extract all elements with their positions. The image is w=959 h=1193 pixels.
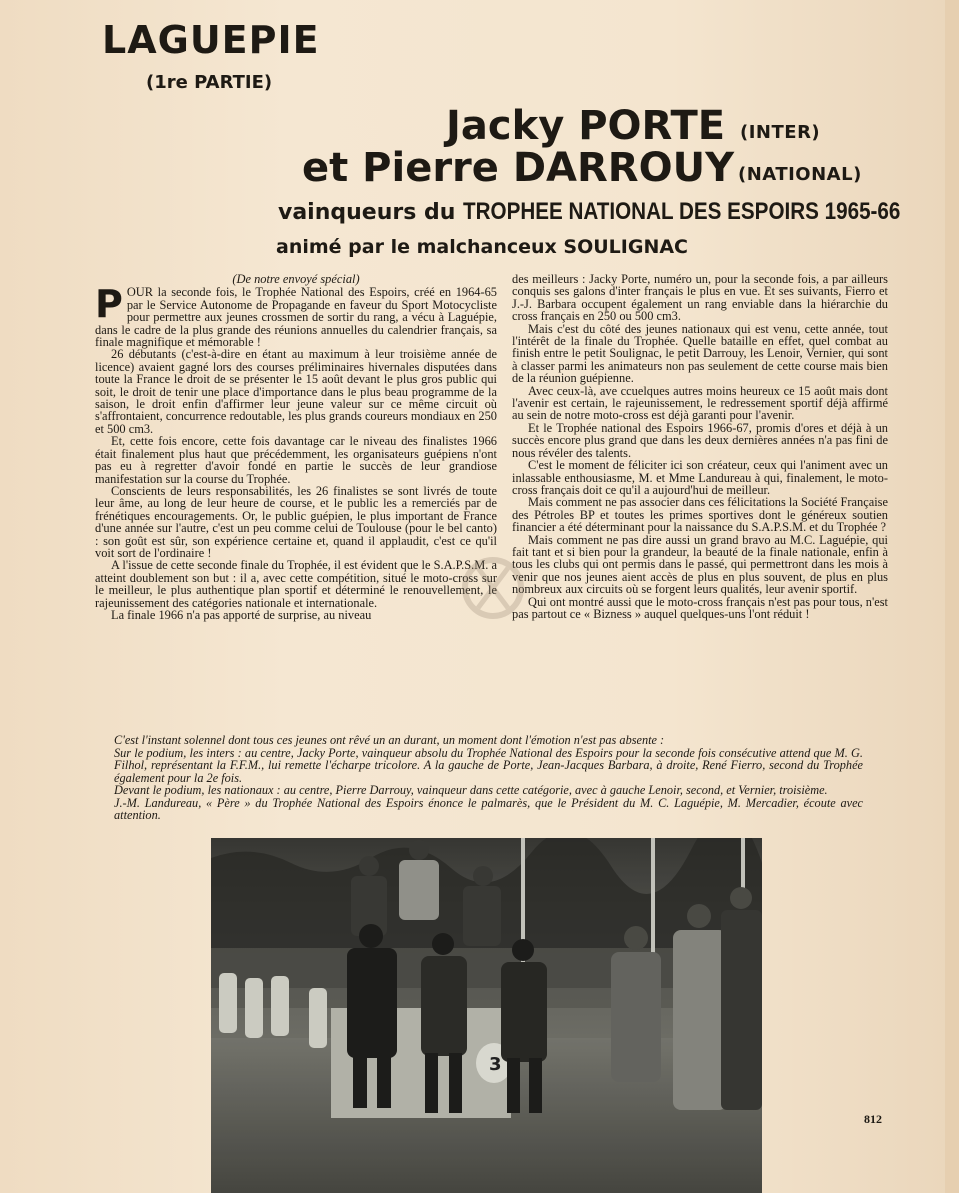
paragraph: POUR la seconde fois, le Trophée National des Espoirs, créé en 1964-65 par le Service Autonome de Propagande en faveur du Sport Motocycliste pour permettre aux jeunes crossmen de sortir du rang, a vécu à Laguépie, dans le cadre de la plus grande des réunions annuelles du calendrier français, sa finale magnifique et mémorable ! [95, 282, 497, 350]
paragraph: Et le Trophée national des Espoirs 1966-67, promis d'ores et déjà à un succès encore plus grand que dans les deux dernières années n'a pas fini de nous révéler des talents. [512, 420, 888, 460]
caption-line: Sur le podium, les inters : au centre, Jacky Porte, vainqueur absolu du Trophée National des Espoirs pour la seconde fois consécutive attend que M. G. Filhol, représentant la F.F.M., lui remette l'écharpe tricolore. A la gauche de Porte, Jean-Jacques Barbara, à droite, René Fierro, second du Trophée également pour la 2e fois. [114, 745, 863, 785]
subtitle-2 [276, 236, 688, 258]
paragraph: Et, cette fois encore, cette fois davantage car le niveau des finalistes 1966 était finalement plus haut que précédemment, les organisateurs guépiens n'ont pas eu à regretter d'avoir fondé en partie le succès de leur grandiose manifestation sur la course du Trophée. [95, 434, 497, 486]
subtitle [278, 198, 959, 226]
page-number: 812 [864, 1112, 882, 1126]
podium-photo-image [211, 838, 762, 1193]
caption-line: J.-M. Landureau, « Père » du Trophée National des Espoirs énonce le palmarès, que le Président du M. C. Laguépie, M. Mercadier, écoute avec attention. [114, 795, 863, 822]
paragraph: Mais comment ne pas dire aussi un grand bravo au M.C. Laguépie, qui fait tant et si bien pour la grandeur, la beauté de la finale nationale, enfin à tous les clubs qui ont permis dans le passé, qui permettront dans les mois à venir que nos jeunes aient accès de plus en plus souvent, de plus en plus nombreux aux circuits où se forgent leurs qualités, leur avenir sportif. [512, 532, 888, 597]
title-line-1-tag: (INTER) [740, 122, 821, 143]
subtitle-main: TROPHEE NATIONAL DES ESPOIRS 1965-66 [463, 198, 901, 225]
caption-line: Devant le podium, les nationaux : au centre, Pierre Darrouy, vainqueur dans cette catégorie, avec à gauche Lenoir, second, et Vernier, troisième. [114, 783, 828, 797]
watermark-logo-icon [458, 548, 528, 628]
paragraph: C'est le moment de féliciter ici son créateur, ceux qui l'animent avec un inlassable enthousiasme, M. et Mme Landureau à qui, finalement, le moto-cross français doit ce qu'il a aujourd'hui de meilleur. [512, 458, 888, 497]
byline: (De notre envoyé spécial) [232, 272, 360, 286]
article-column-left [95, 273, 497, 621]
page-edge [945, 0, 959, 1193]
drop-cap: P [95, 282, 123, 327]
paragraph: La finale 1966 n'a pas apporté de surprise, au niveau [111, 607, 372, 622]
caption-line: C'est l'instant solennel dont tous ces jeunes ont rêvé un an durant, un moment dont l'émotion n'est pas absente : [114, 733, 665, 747]
paragraph: A l'issue de cette seconde finale du Trophée, il est évident que le S.A.P.S.M. a atteint doublement son but : il a, avec cette compétition, situé le moto-cross sur le meilleur, le plus authentique plan sportif et déterminé le renouvellement, le rajeunissement des catégories nationale et internationale. [95, 558, 497, 610]
paragraph: 26 débutants (c'est-à-dire en étant au maximum à leur troisième année de licence) avaient gagné lors des courses préliminaires hivernales disputées dans toute la France le droit de se présenter le 15 août devant le plus gros public qui soit, le droit de tenir une place d'importance dans le plus beau programme de la saison, le droit enfin d'affirmer leur jeune valeur sur ce même circuit où s'affrontaient, concurrence redoutable, les plus grands coureurs mondiaux en 250 et 500 cm3. [95, 347, 497, 436]
paragraph: Mais c'est du côté des jeunes nationaux qui est venu, cette année, tout l'intérêt de la finale du Trophée. Quelle bataille en effet, quel combat au finish entre le petit Soulignac, le petit Darrouy, les Lenoir, Vernier, qui sont à classer parmi les animateurs non pas seulement de cette course mais bien de la réunion guépienne. [512, 321, 888, 386]
photo-caption [114, 734, 863, 822]
part-label: (1re PARTIE) [146, 72, 273, 93]
subtitle-2-name: SOULIGNAC [563, 236, 688, 258]
title-line-1: Jacky PORTE [446, 103, 726, 149]
paragraph: Qui ont montré aussi que le moto-cross français n'est pas pour tous, n'est pas partout ce « Bizness » auquel quelques-uns l'ont réduit ! [512, 594, 888, 621]
podium-photo [211, 838, 762, 1193]
subtitle-prefix: vainqueurs du [278, 200, 456, 225]
location-heading: LAGUEPIE [102, 18, 320, 62]
paragraph: Mais comment ne pas associer dans ces félicitations la Société Française des Pétroles BP et toutes les primes sportives dont le généreux soutien financier a été déterminant pour la naissance du S.A.P.S.M. et du Trophée ? [512, 495, 888, 535]
paragraph: Avec ceux-là, ave ccuelques autres moins heureux ce 15 août mais dont l'avenir est certain, le rajeunissement, le redressement sportif déjà affirmé au sein de notre moto-cross est déjà garanti pour l'avenir. [512, 383, 888, 423]
subtitle-2-prefix: animé par le malchanceux [276, 236, 557, 258]
article-column-right [512, 273, 888, 620]
paragraph: Conscients de leurs responsabilités, les 26 finalistes se sont livrés de toute leur âme, au long de leur heure de course, et le public les a remerciés par de frénétiques encouragements. Or, le public guépien, le plus important de France d'une année sur l'autre, c'est un peu comme celui de Toulouse (pour le bel canto) : son goût est sûr, son expérience certaine et, quand il applaudit, c'est ce qu'il voit sort de l'ordinaire ! [95, 483, 497, 560]
paragraph: des meilleurs : Jacky Porte, numéro un, pour la seconde fois, a par ailleurs conquis ses galons d'inter français le plus en vue. Et ses suivants, Fierro et J.-J. Barbara occupent également un rang enviable dans la hiérarchie du cross français en 250 ou 500 cm3. [512, 272, 888, 324]
podium-number: 3 [489, 1054, 502, 1075]
title-line-2: et Pierre DARROUY [302, 145, 735, 191]
title-line-2-tag: (NATIONAL) [738, 164, 862, 185]
